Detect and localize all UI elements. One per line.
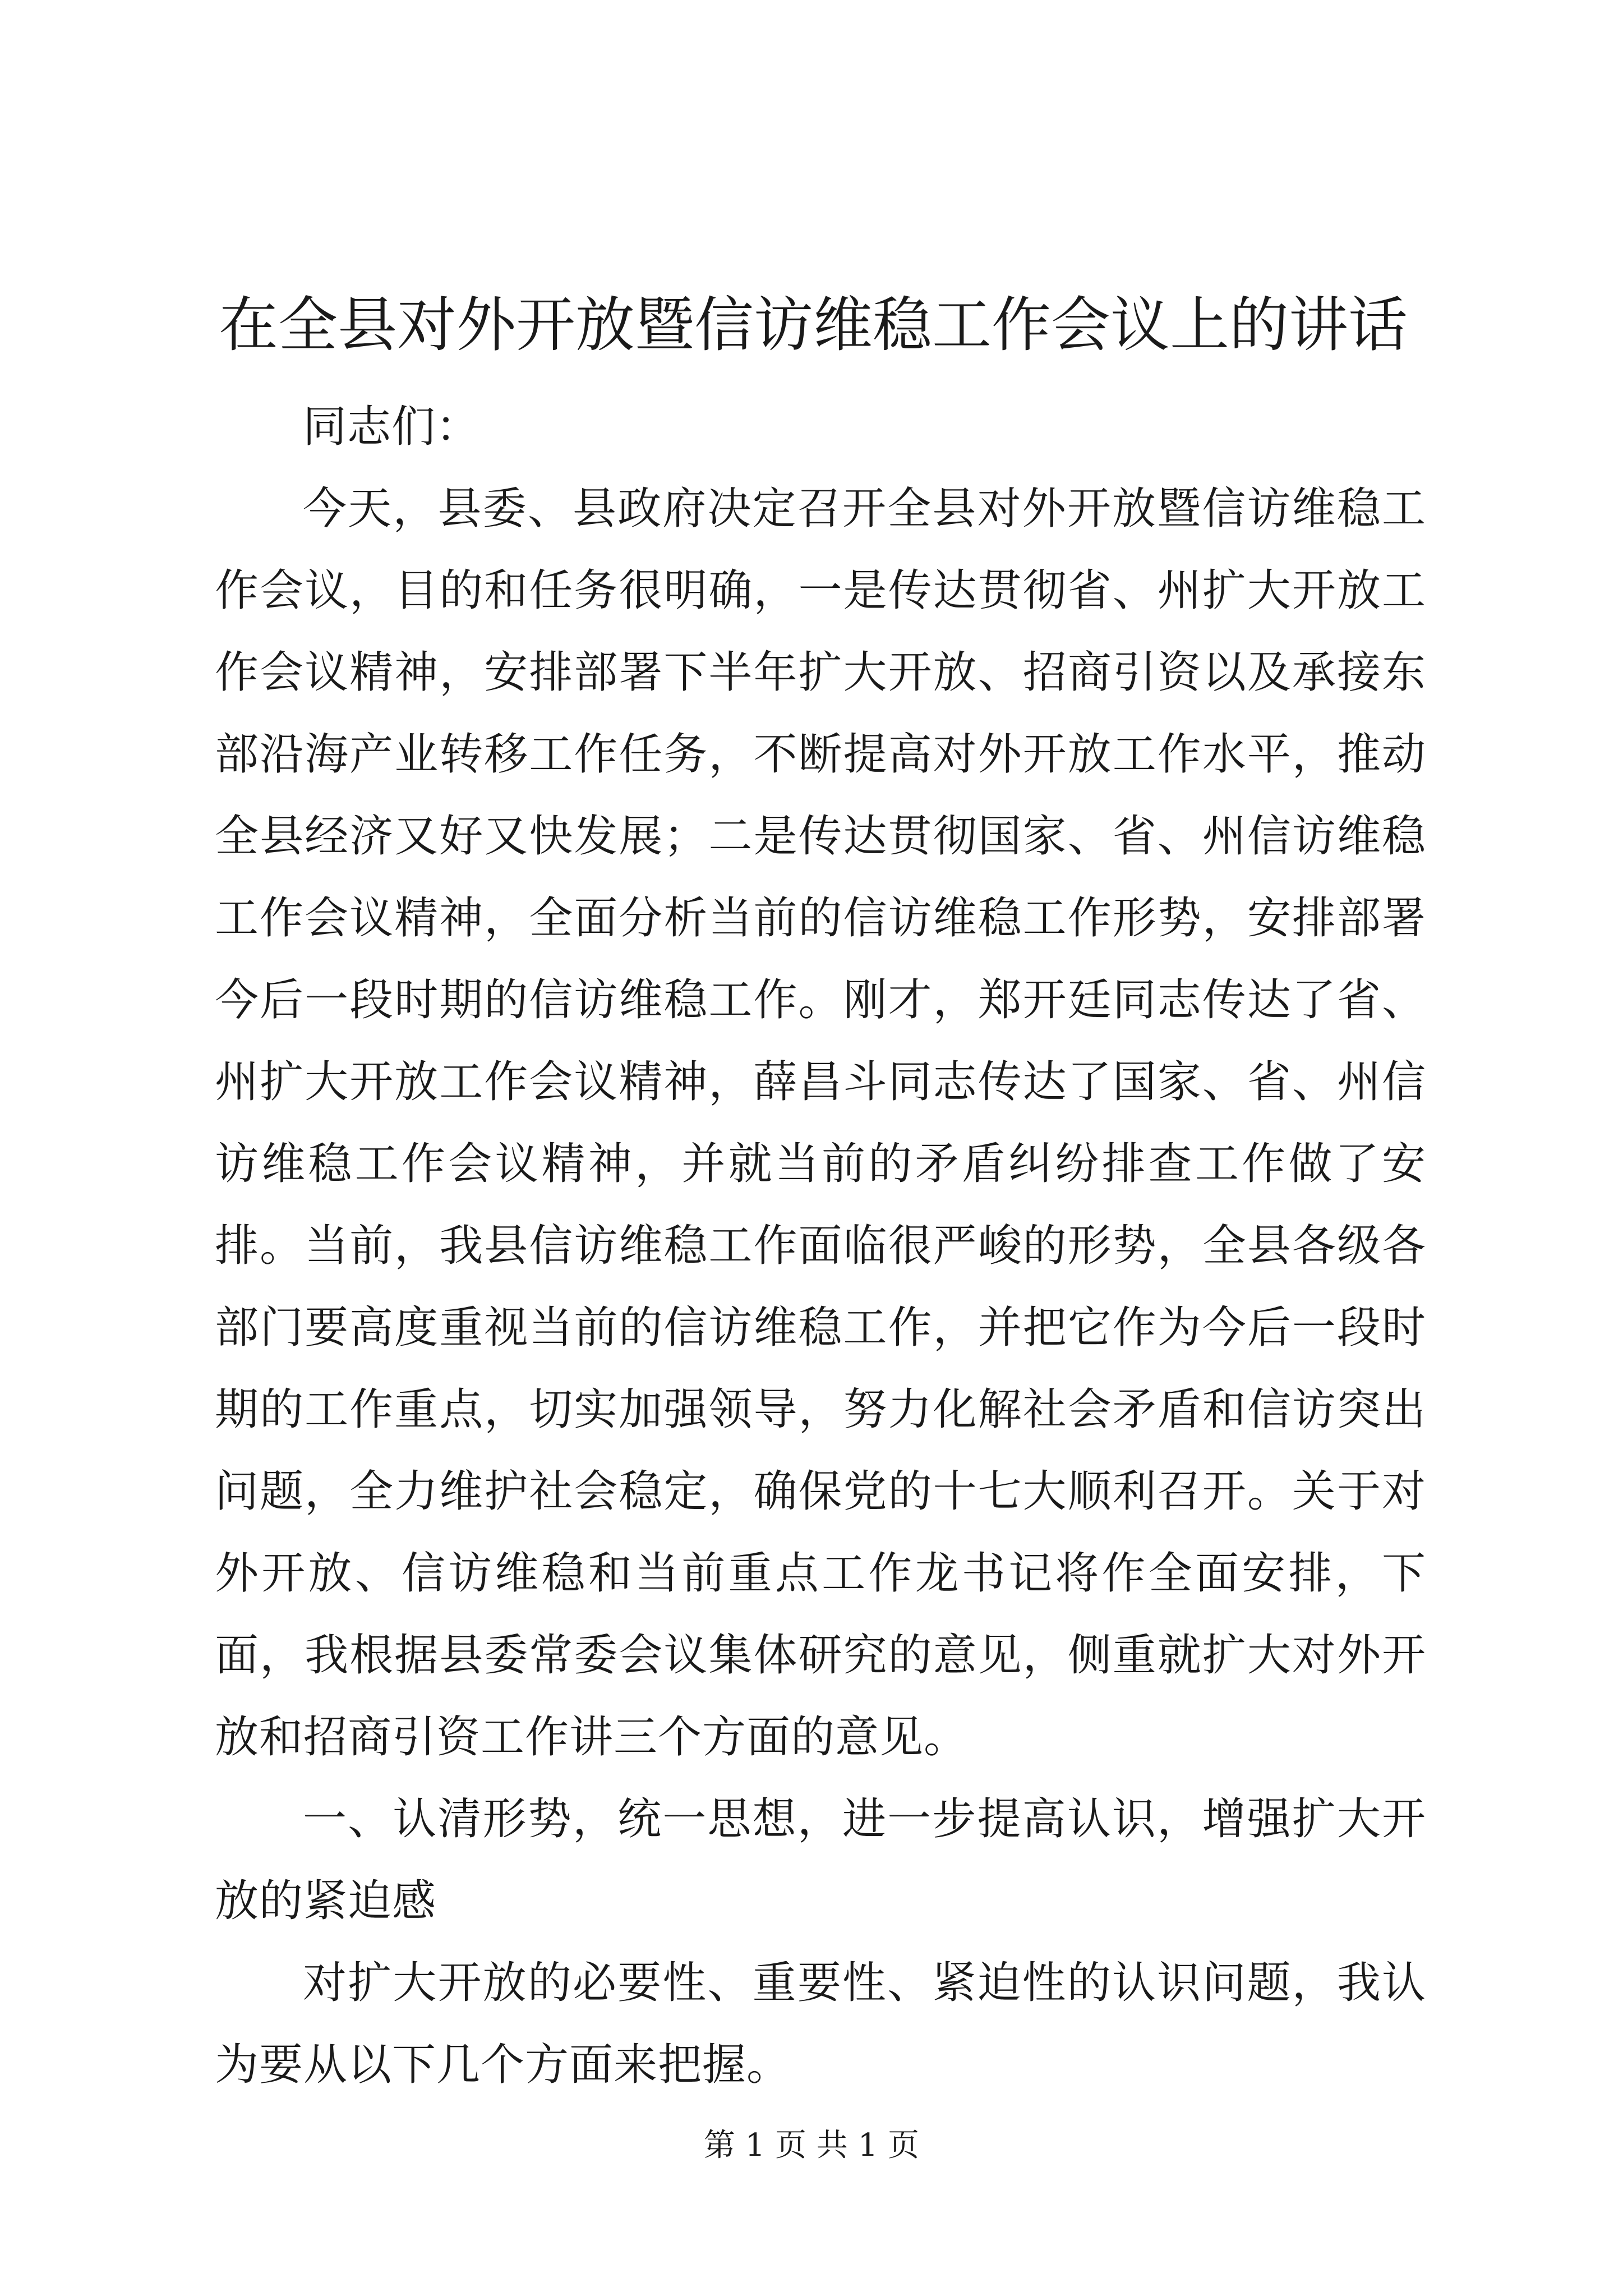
page-footer: 第 1 页 共 1 页 bbox=[703, 2127, 920, 2164]
salutation: 同志们： bbox=[303, 402, 481, 452]
paragraph-section-1: 对扩大开放的必要性、重要性、紧迫性的认识问题，我认为要从以下几个方面来把握。 bbox=[215, 1958, 1426, 2090]
section-heading-1: 一、认清形势，统一思想，进一步提高认识，增强扩大开放的紧迫感 bbox=[215, 1794, 1426, 1926]
document-title: 在全县对外开放暨信访维稳工作会议上的讲话 bbox=[219, 291, 1408, 360]
paragraph-intro: 今天，县委、县政府决定召开全县对外开放暨信访维稳工作会议，目的和任务很明确，一是传达贯彻省、州扩大开放工作会议精神，安排部署下半年扩大开放、招商引资以及承接东部沿海产业转移工作任务，不断提高对外开放工作水平，推动全县经济又好又快发展；二是传达贯彻国家、省、州信访维稳工作会议精神，全面分析当前的信访维稳工作形势，安排部署今后一段时期的信访维稳工作。刚才，郑开廷同志传达了省、州扩大开放工作会议精神，薛昌斗同志传达了国家、省、州信访维稳工作会议精神，并就当前的矛盾纠纷排查工作做了安排。当前，我县信访维稳工作面临很严峻的形势，全县各级各部门要高度重视当前的信访维稳工作，并把它作为今后一段时期的工作重点，切实加强领导，努力化解社会矛盾和信访突出问题，全力维护社会稳定，确保党的十七大顺利召开。关于对外开放、信访维稳和当前重点工作龙书记将作全面安排，下面，我根据县委常委会议集体研究的意见，侧重就扩大对外开放和招商引资工作讲三个方面的意见。 bbox=[215, 484, 1426, 1763]
document-body bbox=[215, 386, 1426, 2106]
